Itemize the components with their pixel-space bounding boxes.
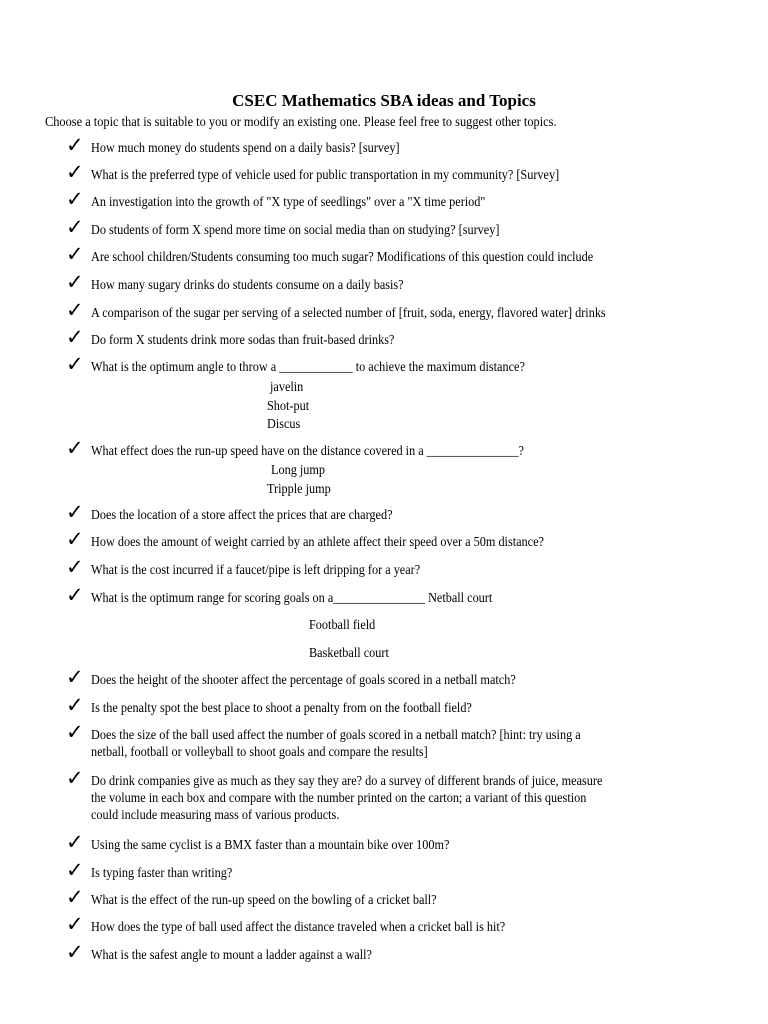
topic-text xyxy=(91,864,721,881)
topic-text-line: Do drink companies give as much as they say they are? do a survey of different brands of juice, measure xyxy=(91,773,603,788)
checkmark-icon: ✓ xyxy=(66,885,84,909)
checkmark-icon: ✓ xyxy=(66,830,84,854)
topic-text-line: A comparison of the sugar per serving of a selected number of [fruit, soda, energy, flavored water] drinks xyxy=(91,305,606,320)
checkmark-icon: ✓ xyxy=(66,270,84,294)
topic-text-line: What is the optimum angle to throw a ____________ to achieve the maximum distance? xyxy=(91,359,525,374)
checkmark-icon: ✓ xyxy=(66,665,84,689)
topic-text xyxy=(91,358,721,375)
option-label: Long jump xyxy=(271,462,326,477)
topic-text-line: What effect does the run-up speed have on the distance covered in a _______________? xyxy=(91,443,524,458)
topic-text xyxy=(91,918,721,935)
option-label: Shot-put xyxy=(267,398,310,413)
topic-text-line: Are school children/Students consuming too much sugar? Modifications of this question could include xyxy=(91,249,594,264)
topic-text-line: What is the safest angle to mount a ladder against a wall? xyxy=(91,947,372,962)
topic-text-line: could include measuring mass of various products. xyxy=(91,807,340,822)
checkmark-icon: ✓ xyxy=(66,766,84,790)
topic-text-line: the volume in each box and compare with the number printed on the carton; a variant of this question xyxy=(91,790,587,805)
option-label: Football field xyxy=(309,617,376,632)
checkmark-icon: ✓ xyxy=(66,242,84,266)
topic-text xyxy=(91,276,721,293)
topic-text xyxy=(91,726,721,760)
topic-text xyxy=(91,891,721,908)
topic-text-line: What is the optimum range for scoring goals on a_______________ Netball court xyxy=(91,590,493,605)
checkmark-icon: ✓ xyxy=(66,215,84,239)
topic-text-line: How does the amount of weight carried by an athlete affect their speed over a 50m distance? xyxy=(91,534,544,549)
topic-text-line: netball, football or volleyball to shoot goals and compare the results] xyxy=(91,744,428,759)
checkmark-icon: ✓ xyxy=(66,133,84,157)
checkmark-icon: ✓ xyxy=(66,187,84,211)
option-label: javelin xyxy=(270,379,304,394)
topic-text xyxy=(91,304,721,321)
checkmark-icon: ✓ xyxy=(66,325,84,349)
checkmark-icon: ✓ xyxy=(66,940,84,964)
topic-text xyxy=(91,533,721,550)
topic-text-line: How much money do students spend on a daily basis? [survey] xyxy=(91,140,400,155)
topic-text xyxy=(91,506,721,523)
intro-text: Choose a topic that is suitable to you or modify an existing one. Please feel free to suggest other topics. xyxy=(45,114,557,129)
topic-text xyxy=(91,331,721,348)
topic-text-line: Do students of form X spend more time on social media than on studying? [survey] xyxy=(91,222,500,237)
checkmark-icon: ✓ xyxy=(66,858,84,882)
page-title: CSEC Mathematics SBA ideas and Topics xyxy=(232,91,536,110)
topic-text xyxy=(91,193,721,210)
checkmark-icon: ✓ xyxy=(66,298,84,322)
option-label: Basketball court xyxy=(309,645,389,660)
checkmark-icon: ✓ xyxy=(66,720,84,744)
topic-text-line: Does the height of the shooter affect the percentage of goals scored in a netball match? xyxy=(91,672,516,687)
checkmark-icon: ✓ xyxy=(66,693,84,717)
topic-text-line: How many sugary drinks do students consume on a daily basis? xyxy=(91,277,404,292)
checkmark-icon: ✓ xyxy=(66,527,84,551)
topic-text-line: What is the cost incurred if a faucet/pipe is left dripping for a year? xyxy=(91,562,421,577)
checkmark-icon: ✓ xyxy=(66,500,84,524)
topic-text xyxy=(91,166,721,183)
topic-text xyxy=(91,442,721,459)
checkmark-icon: ✓ xyxy=(66,912,84,936)
option-label: Tripple jump xyxy=(267,481,331,496)
topic-text-line: Is typing faster than writing? xyxy=(91,865,233,880)
topic-text-line: What is the effect of the run-up speed on the bowling of a cricket ball? xyxy=(91,892,437,907)
topic-text-line: Using the same cyclist is a BMX faster than a mountain bike over 100m? xyxy=(91,837,450,852)
topic-text xyxy=(91,221,721,238)
topic-text xyxy=(91,139,721,156)
topic-text xyxy=(91,699,721,716)
topic-text xyxy=(91,772,721,823)
topic-text xyxy=(91,248,721,265)
topic-text-line: An investigation into the growth of "X type of seedlings" over a "X time period" xyxy=(91,194,486,209)
topic-text-line: What is the preferred type of vehicle used for public transportation in my community? [Survey] xyxy=(91,167,560,182)
topic-text-line: Does the size of the ball used affect the number of goals scored in a netball match? [hint: try using a xyxy=(91,727,581,742)
option-label: Discus xyxy=(267,416,301,431)
topic-text-line: Do form X students drink more sodas than fruit-based drinks? xyxy=(91,332,395,347)
topic-text xyxy=(91,561,721,578)
topic-text-line: Is the penalty spot the best place to shoot a penalty from on the football field? xyxy=(91,700,472,715)
topic-text xyxy=(91,946,721,963)
checkmark-icon: ✓ xyxy=(66,436,84,460)
checkmark-icon: ✓ xyxy=(66,555,84,579)
checkmark-icon: ✓ xyxy=(66,352,84,376)
topic-text-line: Does the location of a store affect the prices that are charged? xyxy=(91,507,393,522)
checkmark-icon: ✓ xyxy=(66,160,84,184)
topic-text xyxy=(91,671,721,688)
topic-text-line: How does the type of ball used affect the distance traveled when a cricket ball is hit? xyxy=(91,919,506,934)
checkmark-icon: ✓ xyxy=(66,583,84,607)
topic-text xyxy=(91,836,721,853)
topic-text xyxy=(91,589,721,606)
